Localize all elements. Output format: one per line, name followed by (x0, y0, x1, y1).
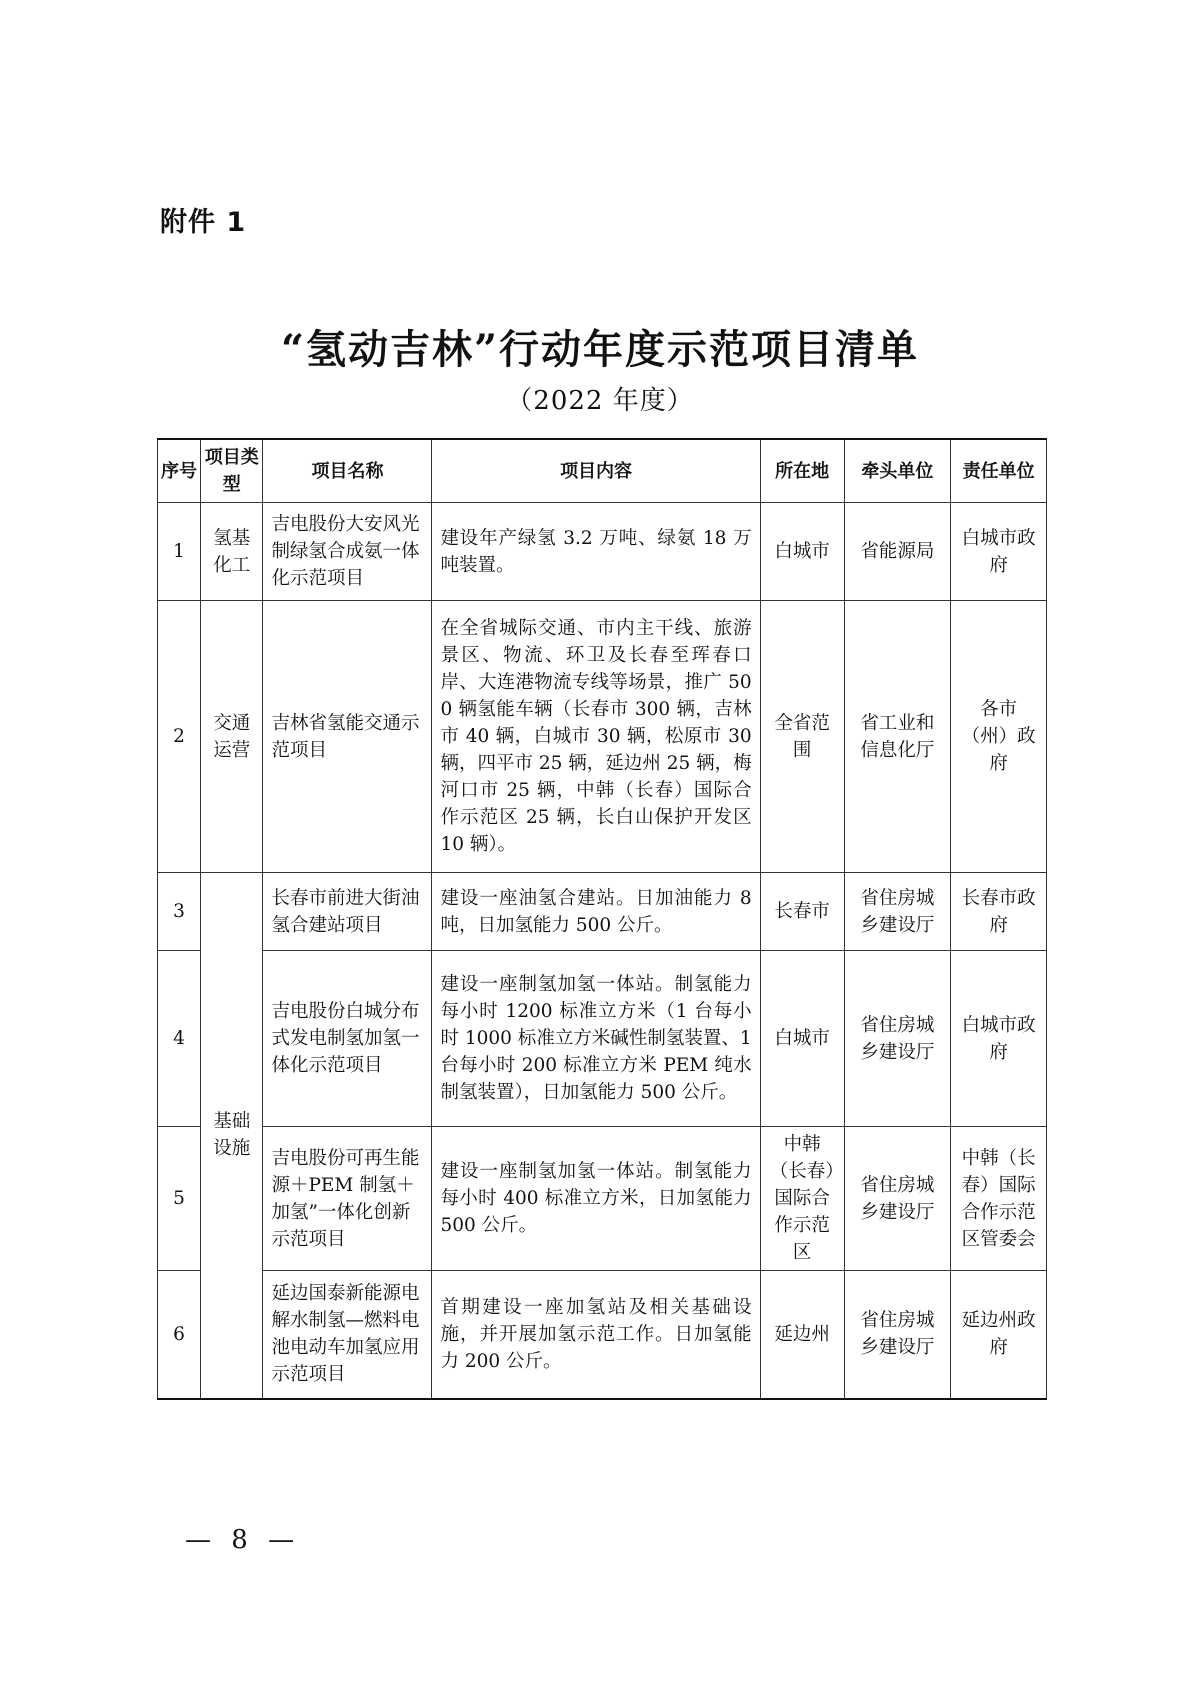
table-row (158, 1127, 1047, 1271)
cell-content: 在全省城际交通、市内主干线、旅游景区、物流、环卫及长春至珲春口岸、大连港物流专线等场景，推广 500 辆氢能车辆（长春市 300 辆，吉林市 40 辆，白城市 30 辆，松原市 30 辆，四平市 25 辆，延边州 25 辆，梅河口市 25 辆，中韩（长春）国际合作示范区 25 辆，长白山保护开发区 10 辆）。 (432, 601, 760, 873)
table-row (158, 951, 1047, 1127)
cell-name: 长春市前进大街油氢合建站项目 (263, 873, 432, 951)
table-row (158, 1271, 1047, 1399)
table-header-row (158, 439, 1047, 503)
cell-location: 长春市 (760, 873, 844, 951)
cell-no: 3 (158, 873, 201, 951)
cell-no: 2 (158, 601, 201, 873)
cell-type: 交通运营 (201, 601, 263, 873)
cell-location: 白城市 (760, 951, 844, 1127)
cell-lead: 省住房城乡建设厅 (844, 1271, 951, 1399)
cell-lead: 省工业和信息化厅 (844, 601, 951, 873)
cell-content: 首期建设一座加氢站及相关基础设施，并开展加氢示范工作。日加氢能力 200 公斤。 (432, 1271, 760, 1399)
cell-content: 建设一座制氢加氢一体站。制氢能力每小时 1200 标准立方米（1 台每小时 1000 标准立方米碱性制氢装置、1 台每小时 200 标准立方米 PEM 纯水制氢装置），日加氢能力 500 公斤。 (432, 951, 760, 1127)
table-row (158, 601, 1047, 873)
header-name: 项目名称 (263, 439, 432, 503)
cell-name: 吉电股份大安风光制绿氢合成氨一体化示范项目 (263, 503, 432, 601)
page-subtitle: （2022 年度） (506, 386, 694, 416)
cell-lead: 省住房城乡建设厅 (844, 1127, 951, 1271)
cell-no: 4 (158, 951, 201, 1127)
table-row (158, 873, 1047, 951)
cell-responsible: 各市（州）政府 (951, 601, 1047, 873)
cell-responsible: 白城市政府 (951, 951, 1047, 1127)
cell-no: 5 (158, 1127, 201, 1271)
cell-type: 氢基化工 (201, 503, 263, 601)
cell-location: 全省范围 (760, 601, 844, 873)
page-number: — 8 — (185, 1525, 301, 1555)
cell-name: 吉电股份白城分布式发电制氢加氢一体化示范项目 (263, 951, 432, 1127)
cell-no: 1 (158, 503, 201, 601)
cell-content: 建设年产绿氢 3.2 万吨、绿氨 18 万吨装置。 (432, 503, 760, 601)
cell-name: 延边国泰新能源电解水制氢—燃料电池电动车加氢应用示范项目 (263, 1271, 432, 1399)
cell-no: 6 (158, 1271, 201, 1399)
cell-location: 白城市 (760, 503, 844, 601)
cell-content: 建设一座油氢合建站。日加油能力 8 吨，日加氢能力 500 公斤。 (432, 873, 760, 951)
cell-responsible: 延边州政府 (951, 1271, 1047, 1399)
header-no: 序号 (158, 439, 201, 503)
cell-name: 吉电股份可再生能源＋PEM 制氢＋加氢”一体化创新示范项目 (263, 1127, 432, 1271)
header-responsible: 责任单位 (951, 439, 1047, 503)
cell-lead: 省住房城乡建设厅 (844, 873, 951, 951)
header-type: 项目类型 (201, 439, 263, 503)
cell-location: 中韩（长春）国际合作示范区 (760, 1127, 844, 1271)
cell-lead: 省住房城乡建设厅 (844, 951, 951, 1127)
cell-location: 延边州 (760, 1271, 844, 1399)
project-table (157, 438, 1047, 1400)
table-row (158, 503, 1047, 601)
cell-content: 建设一座制氢加氢一体站。制氢能力每小时 400 标准立方米，日加氢能力 500 公斤。 (432, 1127, 760, 1271)
cell-name: 吉林省氢能交通示范项目 (263, 601, 432, 873)
cell-type: 基础设施 (201, 873, 263, 1399)
cell-lead: 省能源局 (844, 503, 951, 601)
page-title: “氢动吉林”行动年度示范项目清单 (280, 326, 919, 373)
header-content: 项目内容 (432, 439, 760, 503)
header-lead: 牵头单位 (844, 439, 951, 503)
cell-responsible: 白城市政府 (951, 503, 1047, 601)
cell-responsible: 长春市政府 (951, 873, 1047, 951)
attachment-label: 附件 1 (160, 207, 247, 238)
cell-responsible: 中韩（长春）国际合作示范区管委会 (951, 1127, 1047, 1271)
header-location: 所在地 (760, 439, 844, 503)
